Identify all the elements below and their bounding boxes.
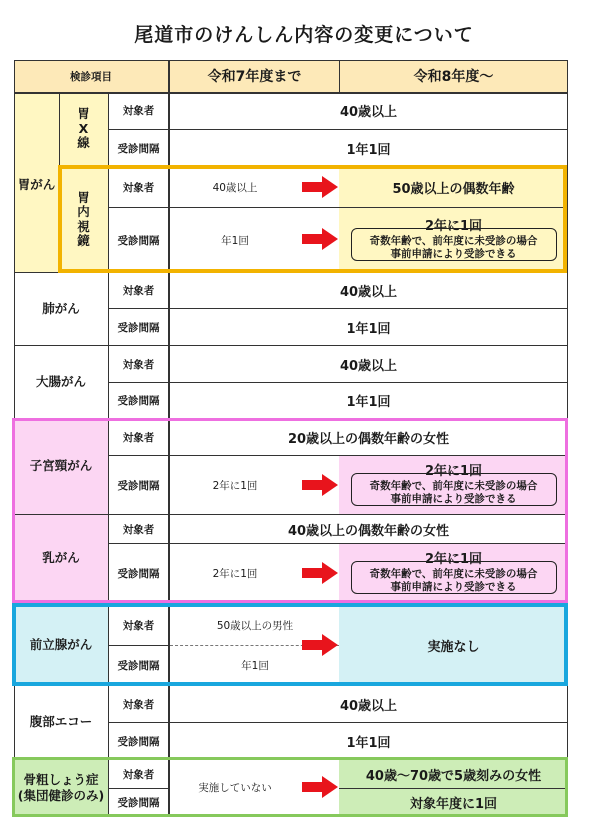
colon-interval-label: 受診間隔: [117, 395, 160, 407]
arrow-right-icon: [302, 634, 338, 656]
abdominal-target: 40歳以上: [339, 698, 398, 714]
header-current: 令和7年度まで: [207, 69, 302, 85]
stomach-endoscopy-target-label: 対象者: [122, 181, 155, 194]
prostate-target-label: 対象者: [122, 619, 155, 632]
header-item: 検診項目: [70, 70, 112, 83]
cervical-category: 子宮頸がん: [29, 458, 93, 474]
osteoporosis-target-next: 40歳～70歳で5歳刻みの女性: [365, 768, 542, 784]
stomach-endoscopy-interval-current: 年1回: [221, 234, 249, 247]
stomach-endoscopy-interval-label: 受診間隔: [117, 234, 160, 247]
breast-target-label: 対象者: [122, 523, 155, 536]
cervical-interval-label: 受診間隔: [117, 479, 160, 492]
abdominal-category: 腹部エコー: [29, 714, 93, 730]
osteoporosis-category-line: 骨粗しょう症: [23, 771, 99, 787]
breast-category: 乳がん: [42, 550, 80, 566]
interval-next-line: 事前申請により受診できる: [390, 493, 517, 506]
lung-category: 肺がん: [42, 300, 80, 316]
arrow-right-icon: [302, 474, 338, 496]
arrow-right-icon: [302, 176, 338, 198]
abdominal-interval: 1年1回: [346, 735, 391, 751]
note-bracket: [351, 228, 557, 261]
breast-interval-label: 受診間隔: [117, 567, 160, 580]
prostate-category: 前立腺がん: [29, 636, 93, 652]
name-char: 鏡: [77, 232, 90, 248]
interval-next-line: 事前申請により受診できる: [390, 248, 517, 261]
note-bracket: [351, 473, 557, 506]
colon-category: 大腸がん: [35, 373, 86, 389]
lung-interval: 1年1回: [346, 321, 391, 337]
stomach-xray-interval: 1年1回: [346, 142, 391, 158]
breast-interval-current: 2年に1回: [212, 567, 258, 580]
interval-next-line: 奇数年齢で、前年度に未受診の場合: [369, 568, 538, 580]
abdominal-interval-label: 受診間隔: [117, 735, 160, 748]
interval-next-line: 2年に1回: [424, 218, 483, 234]
cervical-target-label: 対象者: [122, 431, 155, 444]
abdominal-target-label: 対象者: [122, 698, 155, 711]
prostate-interval-label: 受診間隔: [117, 660, 160, 672]
name-char: 内: [77, 204, 90, 220]
stomach-endoscopy-target-next: 50歳以上の偶数年齢: [392, 181, 515, 197]
stomach-endoscopy-name: [59, 167, 108, 272]
lung-target-label: 対象者: [122, 285, 155, 297]
name-char: X: [78, 120, 89, 136]
colon-interval: 1年1回: [346, 395, 391, 410]
osteoporosis-interval-next: 対象年度に1回: [409, 796, 498, 812]
name-char: 胃: [77, 106, 90, 122]
name-char: 線: [77, 135, 90, 151]
grid-right: [567, 60, 568, 816]
page-title: 尾道市のけんしん内容の変更について: [134, 24, 474, 46]
stomach-xray-name: [59, 92, 108, 166]
breast-target: 40歳以上の偶数年齢の女性: [287, 523, 450, 539]
grid-row: [14, 602, 568, 603]
lung-interval-label: 受診間隔: [117, 321, 160, 334]
prostate-next: 実施なし: [427, 639, 480, 655]
stomach-xray-target-label: 対象者: [122, 105, 155, 117]
name-char: 視: [77, 218, 90, 234]
interval-next-line: 事前申請により受診できる: [390, 581, 517, 594]
stomach-category: 胃がん: [17, 176, 56, 192]
interval-next-line: 奇数年齢で、前年度に未受診の場合: [369, 480, 538, 492]
osteoporosis-category: [14, 760, 108, 815]
header-next: 令和8年度～: [413, 69, 494, 85]
prostate-target-current: 50歳以上の男性: [216, 619, 294, 632]
osteoporosis-category-line: (集団健診のみ): [17, 787, 105, 803]
interval-next-line: 2年に1回: [424, 551, 483, 567]
osteoporosis-interval-label: 受診間隔: [117, 796, 160, 809]
note-bracket: [351, 561, 557, 594]
name-char: 胃: [77, 189, 90, 205]
stomach-xray-interval-label: 受診間隔: [117, 142, 160, 155]
arrow-right-icon: [302, 228, 338, 250]
cervical-interval-current: 2年に1回: [212, 479, 258, 492]
prostate-interval-current: 年1回: [241, 660, 269, 672]
arrow-right-icon: [302, 562, 338, 584]
interval-next-line: 奇数年齢で、前年度に未受診の場合: [369, 235, 538, 247]
stomach-xray-target: 40歳以上: [339, 105, 398, 120]
colon-target: 40歳以上: [339, 358, 398, 374]
osteoporosis-target-label: 対象者: [122, 768, 155, 781]
colon-target-label: 対象者: [122, 358, 155, 371]
interval-next-line: 2年に1回: [424, 463, 483, 479]
osteoporosis-current: 実施していない: [198, 782, 272, 794]
lung-target: 40歳以上: [339, 285, 398, 300]
cervical-target: 20歳以上の偶数年齢の女性: [287, 431, 450, 447]
grid-bottom: [14, 815, 568, 816]
stomach-endoscopy-target-current: 40歳以上: [212, 181, 258, 194]
arrow-right-icon: [302, 776, 338, 798]
